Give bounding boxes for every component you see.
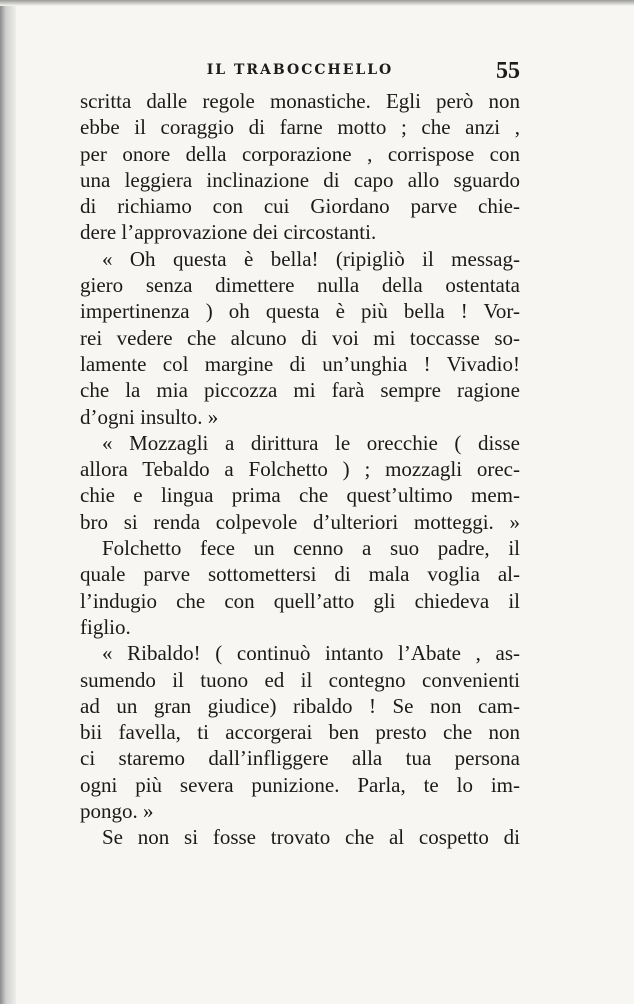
text-line: per onore della corporazione , corrispose con	[80, 141, 520, 166]
text-line: lamente col margine di un’unghia ! Vivadio!	[80, 351, 520, 376]
text-line: giero senza dimettere nulla della ostentata	[80, 273, 520, 298]
text-line: impertinenza ) oh questa è più bella ! Vor-	[80, 299, 520, 324]
text-line: una leggiera inclinazione di capo allo sguardo	[80, 167, 520, 192]
text-line: pongo. »	[80, 799, 154, 824]
text-line: « Oh questa è bella! (ripigliò il messag-	[102, 246, 520, 271]
page-header	[80, 58, 520, 88]
text-line: ebbe il coraggio di farne motto ; che anzi ,	[80, 115, 520, 140]
text-line: Folchetto fece un cenno a suo padre, il	[102, 536, 520, 561]
text-line: ci staremo dall’infliggere alla tua persona	[80, 746, 520, 771]
text-line: « Mozzagli a dirittura le orecchie ( disse	[102, 430, 520, 455]
text-line: bro si renda colpevole d’ulteriori motteggi. »	[80, 509, 520, 534]
text-line: Se non si fosse trovato che al cospetto di	[102, 825, 520, 850]
text-line: rei vedere che alcuno di voi mi toccasse so-	[80, 325, 520, 350]
text-line: di richiamo con cui Giordano parve chie-	[80, 194, 520, 219]
text-line: scritta dalle regole monastiche. Egli però non	[80, 89, 520, 113]
running-title: IL TRABOCCHELLO	[206, 62, 394, 78]
text-line: « Ribaldo! ( continuò intanto l’Abate , as-	[102, 641, 520, 666]
text-line: dere l’approvazione dei circostanti.	[80, 220, 377, 245]
text-line: sumendo il tuono ed il contegno convenienti	[80, 667, 520, 692]
text-line: che la mia piccozza mi farà sempre ragione	[80, 378, 520, 403]
text-line: quale parve sottomettersi di mala voglia al-	[80, 562, 520, 587]
text-line: chie e lingua prima che quest’ultimo mem-	[80, 483, 520, 508]
text-line: l’indugio che con quell’atto gli chiedeva il	[80, 588, 520, 613]
text-line: figlio.	[80, 614, 131, 639]
text-line: bii favella, ti accorgerai ben presto che non	[80, 720, 520, 745]
text-line: ogni più severa punizione. Parla, te lo im-	[80, 772, 520, 797]
page-gutter-shadow	[0, 0, 16, 1004]
text-line: ad un gran giudice) ribaldo ! Se non cam-	[80, 693, 520, 718]
page-top-edge	[0, 0, 634, 6]
page-number: 55	[496, 58, 520, 84]
text-line: allora Tebaldo a Folchetto ) ; mozzagli orec-	[80, 457, 520, 482]
body-text	[80, 88, 520, 851]
text-line: d’ogni insulto. »	[80, 404, 219, 429]
